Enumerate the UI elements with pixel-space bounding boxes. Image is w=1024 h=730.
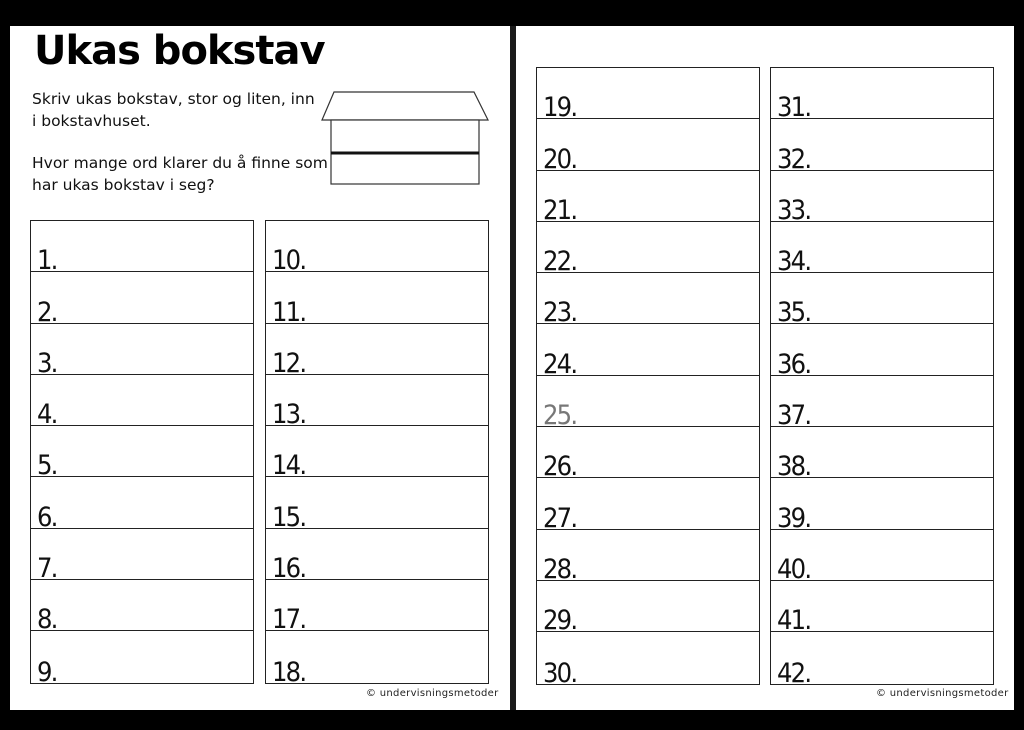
- answer-line[interactable]: [771, 171, 993, 226]
- answer-line[interactable]: [31, 477, 253, 533]
- line-number: 27.: [543, 502, 577, 534]
- line-number: 39.: [777, 502, 811, 534]
- answer-line[interactable]: [537, 68, 759, 124]
- answer-line[interactable]: [771, 273, 993, 329]
- line-number: 28.: [543, 553, 577, 585]
- answer-line[interactable]: [771, 581, 993, 637]
- line-number: 17.: [272, 604, 306, 636]
- line-number: 14.: [272, 450, 306, 482]
- answer-line[interactable]: [771, 632, 993, 689]
- answer-line[interactable]: [266, 477, 488, 533]
- answer-line[interactable]: [537, 427, 759, 483]
- instruction-find-words: Hvor mange ord klarer du å finne som har ukas bokstav i seg?: [32, 154, 328, 194]
- line-number: 35.: [777, 297, 811, 329]
- worksheet-page-right: [516, 26, 1014, 710]
- answer-line[interactable]: [537, 222, 759, 278]
- line-number: 29.: [543, 605, 577, 637]
- answer-line[interactable]: [537, 171, 759, 226]
- answer-line[interactable]: [31, 221, 253, 277]
- answer-line[interactable]: [537, 530, 759, 585]
- answer-line[interactable]: [266, 631, 488, 688]
- line-number: 42.: [777, 657, 811, 689]
- word-list-column-4: [770, 67, 994, 689]
- answer-line[interactable]: [266, 580, 488, 636]
- word-list-column-3: [536, 67, 760, 689]
- answer-line[interactable]: [537, 119, 759, 175]
- line-number: 5.: [37, 450, 57, 482]
- line-number: 9.: [37, 656, 57, 688]
- answer-line[interactable]: [537, 376, 759, 432]
- line-number: 16.: [272, 553, 306, 585]
- word-list-column-2: [265, 220, 489, 688]
- line-number: 13.: [272, 399, 306, 431]
- line-number: 18.: [272, 656, 306, 688]
- answer-line[interactable]: [771, 222, 993, 278]
- line-number: 4.: [37, 399, 57, 431]
- line-number: 33.: [777, 194, 811, 226]
- line-number: 12.: [272, 347, 306, 379]
- line-number: 23.: [543, 297, 577, 329]
- answer-line[interactable]: [266, 426, 488, 482]
- worksheet-page-left: [10, 26, 510, 710]
- line-number: 25.: [543, 400, 577, 432]
- instruction-write-letter: Skriv ukas bokstav, stor og liten, inn i bokstavhuset.: [32, 90, 315, 130]
- line-number: 1.: [37, 245, 57, 277]
- line-number: 3.: [37, 347, 57, 379]
- answer-line[interactable]: [266, 221, 488, 277]
- line-number: 7.: [37, 553, 57, 585]
- line-number: 38.: [777, 451, 811, 483]
- line-number: 6.: [37, 501, 57, 533]
- line-number: 2.: [37, 296, 57, 328]
- line-number: 22.: [543, 246, 577, 278]
- answer-line[interactable]: [771, 427, 993, 483]
- answer-line[interactable]: [537, 581, 759, 637]
- answer-line[interactable]: [771, 119, 993, 175]
- line-number: 31.: [777, 92, 811, 124]
- letter-house-icon: [320, 90, 492, 190]
- answer-line[interactable]: [771, 324, 993, 380]
- answer-line[interactable]: [266, 375, 488, 431]
- answer-line[interactable]: [537, 273, 759, 329]
- answer-line[interactable]: [266, 272, 488, 328]
- line-number: 34.: [777, 246, 811, 278]
- answer-line[interactable]: [31, 529, 253, 585]
- answer-line[interactable]: [537, 632, 759, 689]
- line-number: 10.: [272, 245, 306, 277]
- page-title: Ukas bokstav: [34, 28, 325, 74]
- answer-line[interactable]: [537, 324, 759, 380]
- answer-line[interactable]: [771, 68, 993, 124]
- answer-line[interactable]: [31, 631, 253, 688]
- word-list-column-1: [30, 220, 254, 688]
- line-number: 11.: [272, 296, 306, 328]
- answer-line[interactable]: [537, 478, 759, 534]
- answer-line[interactable]: [771, 530, 993, 585]
- line-number: 20.: [543, 143, 577, 175]
- line-number: 8.: [37, 604, 57, 636]
- copyright-credit: © undervisningsmetoder: [366, 688, 499, 699]
- line-number: 30.: [543, 657, 577, 689]
- answer-line[interactable]: [266, 324, 488, 379]
- line-number: 36.: [777, 348, 811, 380]
- line-number: 40.: [777, 553, 811, 585]
- line-number: 41.: [777, 605, 811, 637]
- line-number: 21.: [543, 194, 577, 226]
- answer-line[interactable]: [31, 580, 253, 636]
- answer-line[interactable]: [771, 376, 993, 432]
- line-number: 37.: [777, 400, 811, 432]
- answer-line[interactable]: [31, 426, 253, 482]
- answer-line[interactable]: [31, 324, 253, 379]
- answer-line[interactable]: [31, 272, 253, 328]
- line-number: 19.: [543, 92, 577, 124]
- answer-line[interactable]: [771, 478, 993, 534]
- line-number: 32.: [777, 143, 811, 175]
- answer-line[interactable]: [31, 375, 253, 431]
- line-number: 15.: [272, 501, 306, 533]
- copyright-credit: © undervisningsmetoder: [876, 688, 1009, 699]
- line-number: 24.: [543, 348, 577, 380]
- line-number: 26.: [543, 451, 577, 483]
- answer-line[interactable]: [266, 529, 488, 585]
